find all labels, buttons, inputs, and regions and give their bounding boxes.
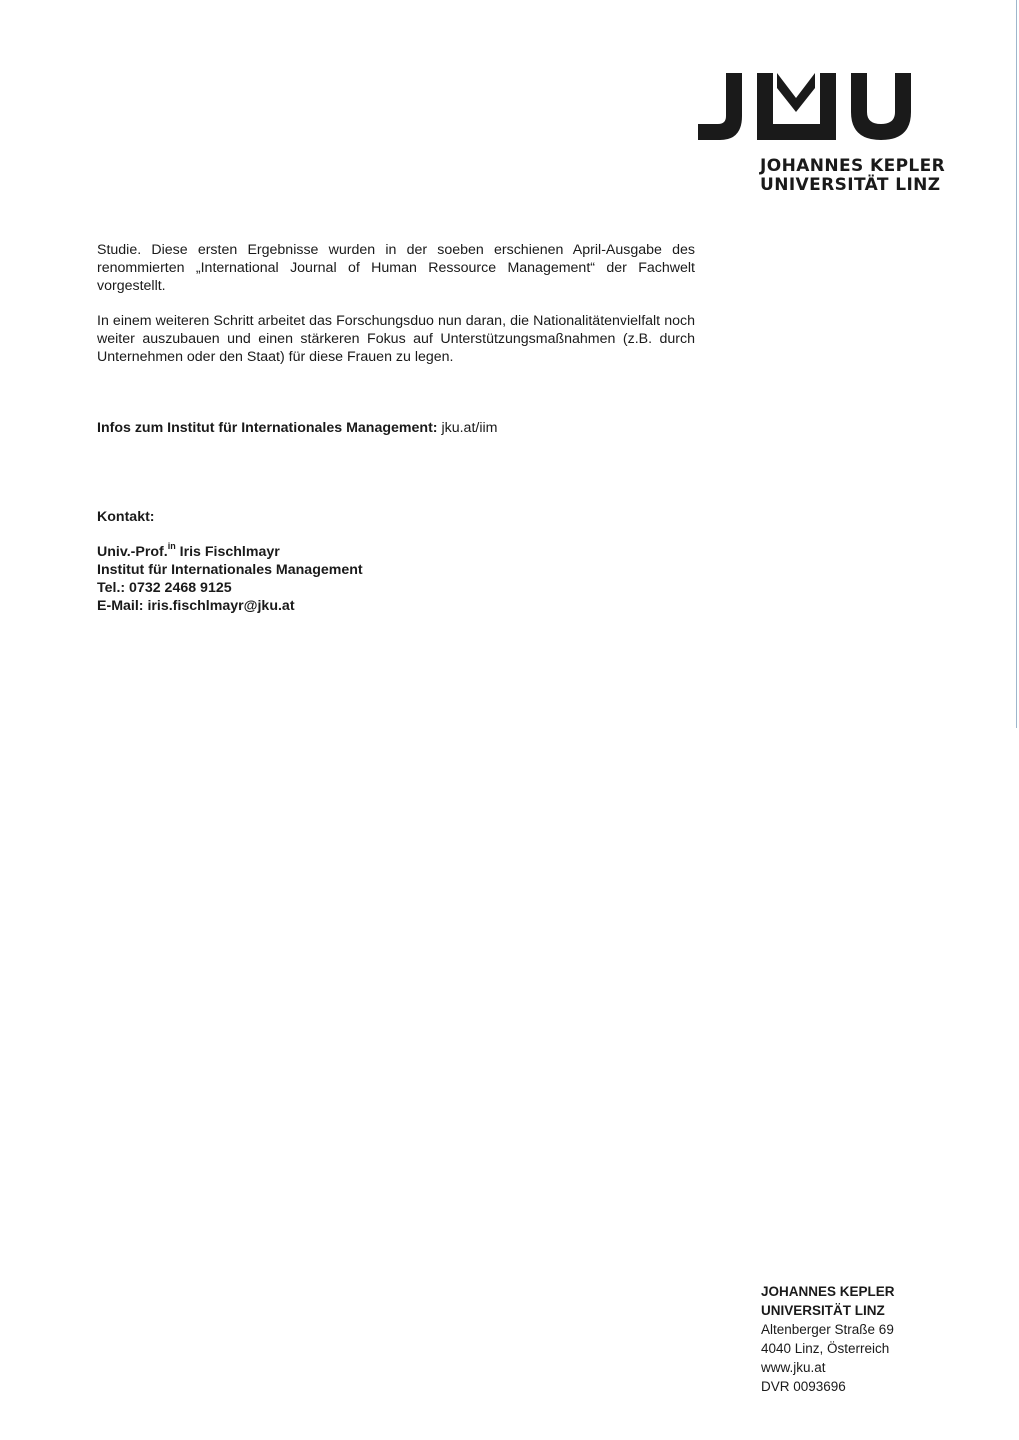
body-text (97, 242, 695, 384)
contact-heading: Kontakt: (97, 509, 155, 525)
logo-wordmark (760, 157, 945, 195)
info-link[interactable]: jku.at/iim (441, 420, 498, 436)
footer-dvr: DVR 0093696 (761, 1379, 846, 1394)
footer-line-2: UNIVERSITÄT LINZ (761, 1303, 885, 1318)
footer-line-1: JOHANNES KEPLER (761, 1284, 895, 1299)
jku-logo-icon (698, 70, 913, 142)
logo-line-1: JOHANNES KEPLER (760, 156, 946, 176)
contact-name-line (97, 543, 363, 561)
info-line (97, 419, 497, 437)
contact-block (97, 508, 363, 615)
page-edge-line (1016, 0, 1017, 728)
footer-street: Altenberger Straße 69 (761, 1322, 894, 1337)
footer-address (761, 1282, 895, 1396)
info-label: Infos zum Institut für Internationales Management: (97, 420, 438, 436)
paragraph-2: In einem weiteren Schritt arbeitet das Forschungsduo nun daran, die Nationalitätenvielfalt noch weiter auszubauen und einen stärkeren Fokus auf Unterstützungsmaßnahmen (z.B. durch Unternehmen oder den Staat) für diese Frauen zu legen. (97, 313, 695, 365)
contact-name: Iris Fischlmayr (179, 544, 280, 560)
contact-title: Univ.-Prof. (97, 544, 168, 560)
footer-web[interactable]: www.jku.at (761, 1360, 826, 1375)
contact-email[interactable]: E-Mail: iris.fischlmayr@jku.at (97, 598, 295, 614)
contact-institute: Institut für Internationales Management (97, 562, 363, 578)
logo-line-2: UNIVERSITÄT LINZ (760, 175, 941, 195)
contact-phone: Tel.: 0732 2468 9125 (97, 580, 232, 596)
jku-logo (698, 70, 958, 142)
paragraph-1: Studie. Diese ersten Ergebnisse wurden in der soeben erschienen April-Ausgabe des renommierten „International Journal of Human Ressource Management“ der Fachwelt vorgestellt. (97, 242, 695, 294)
contact-title-suffix: in (167, 541, 176, 552)
footer-city: 4040 Linz, Österreich (761, 1341, 890, 1356)
